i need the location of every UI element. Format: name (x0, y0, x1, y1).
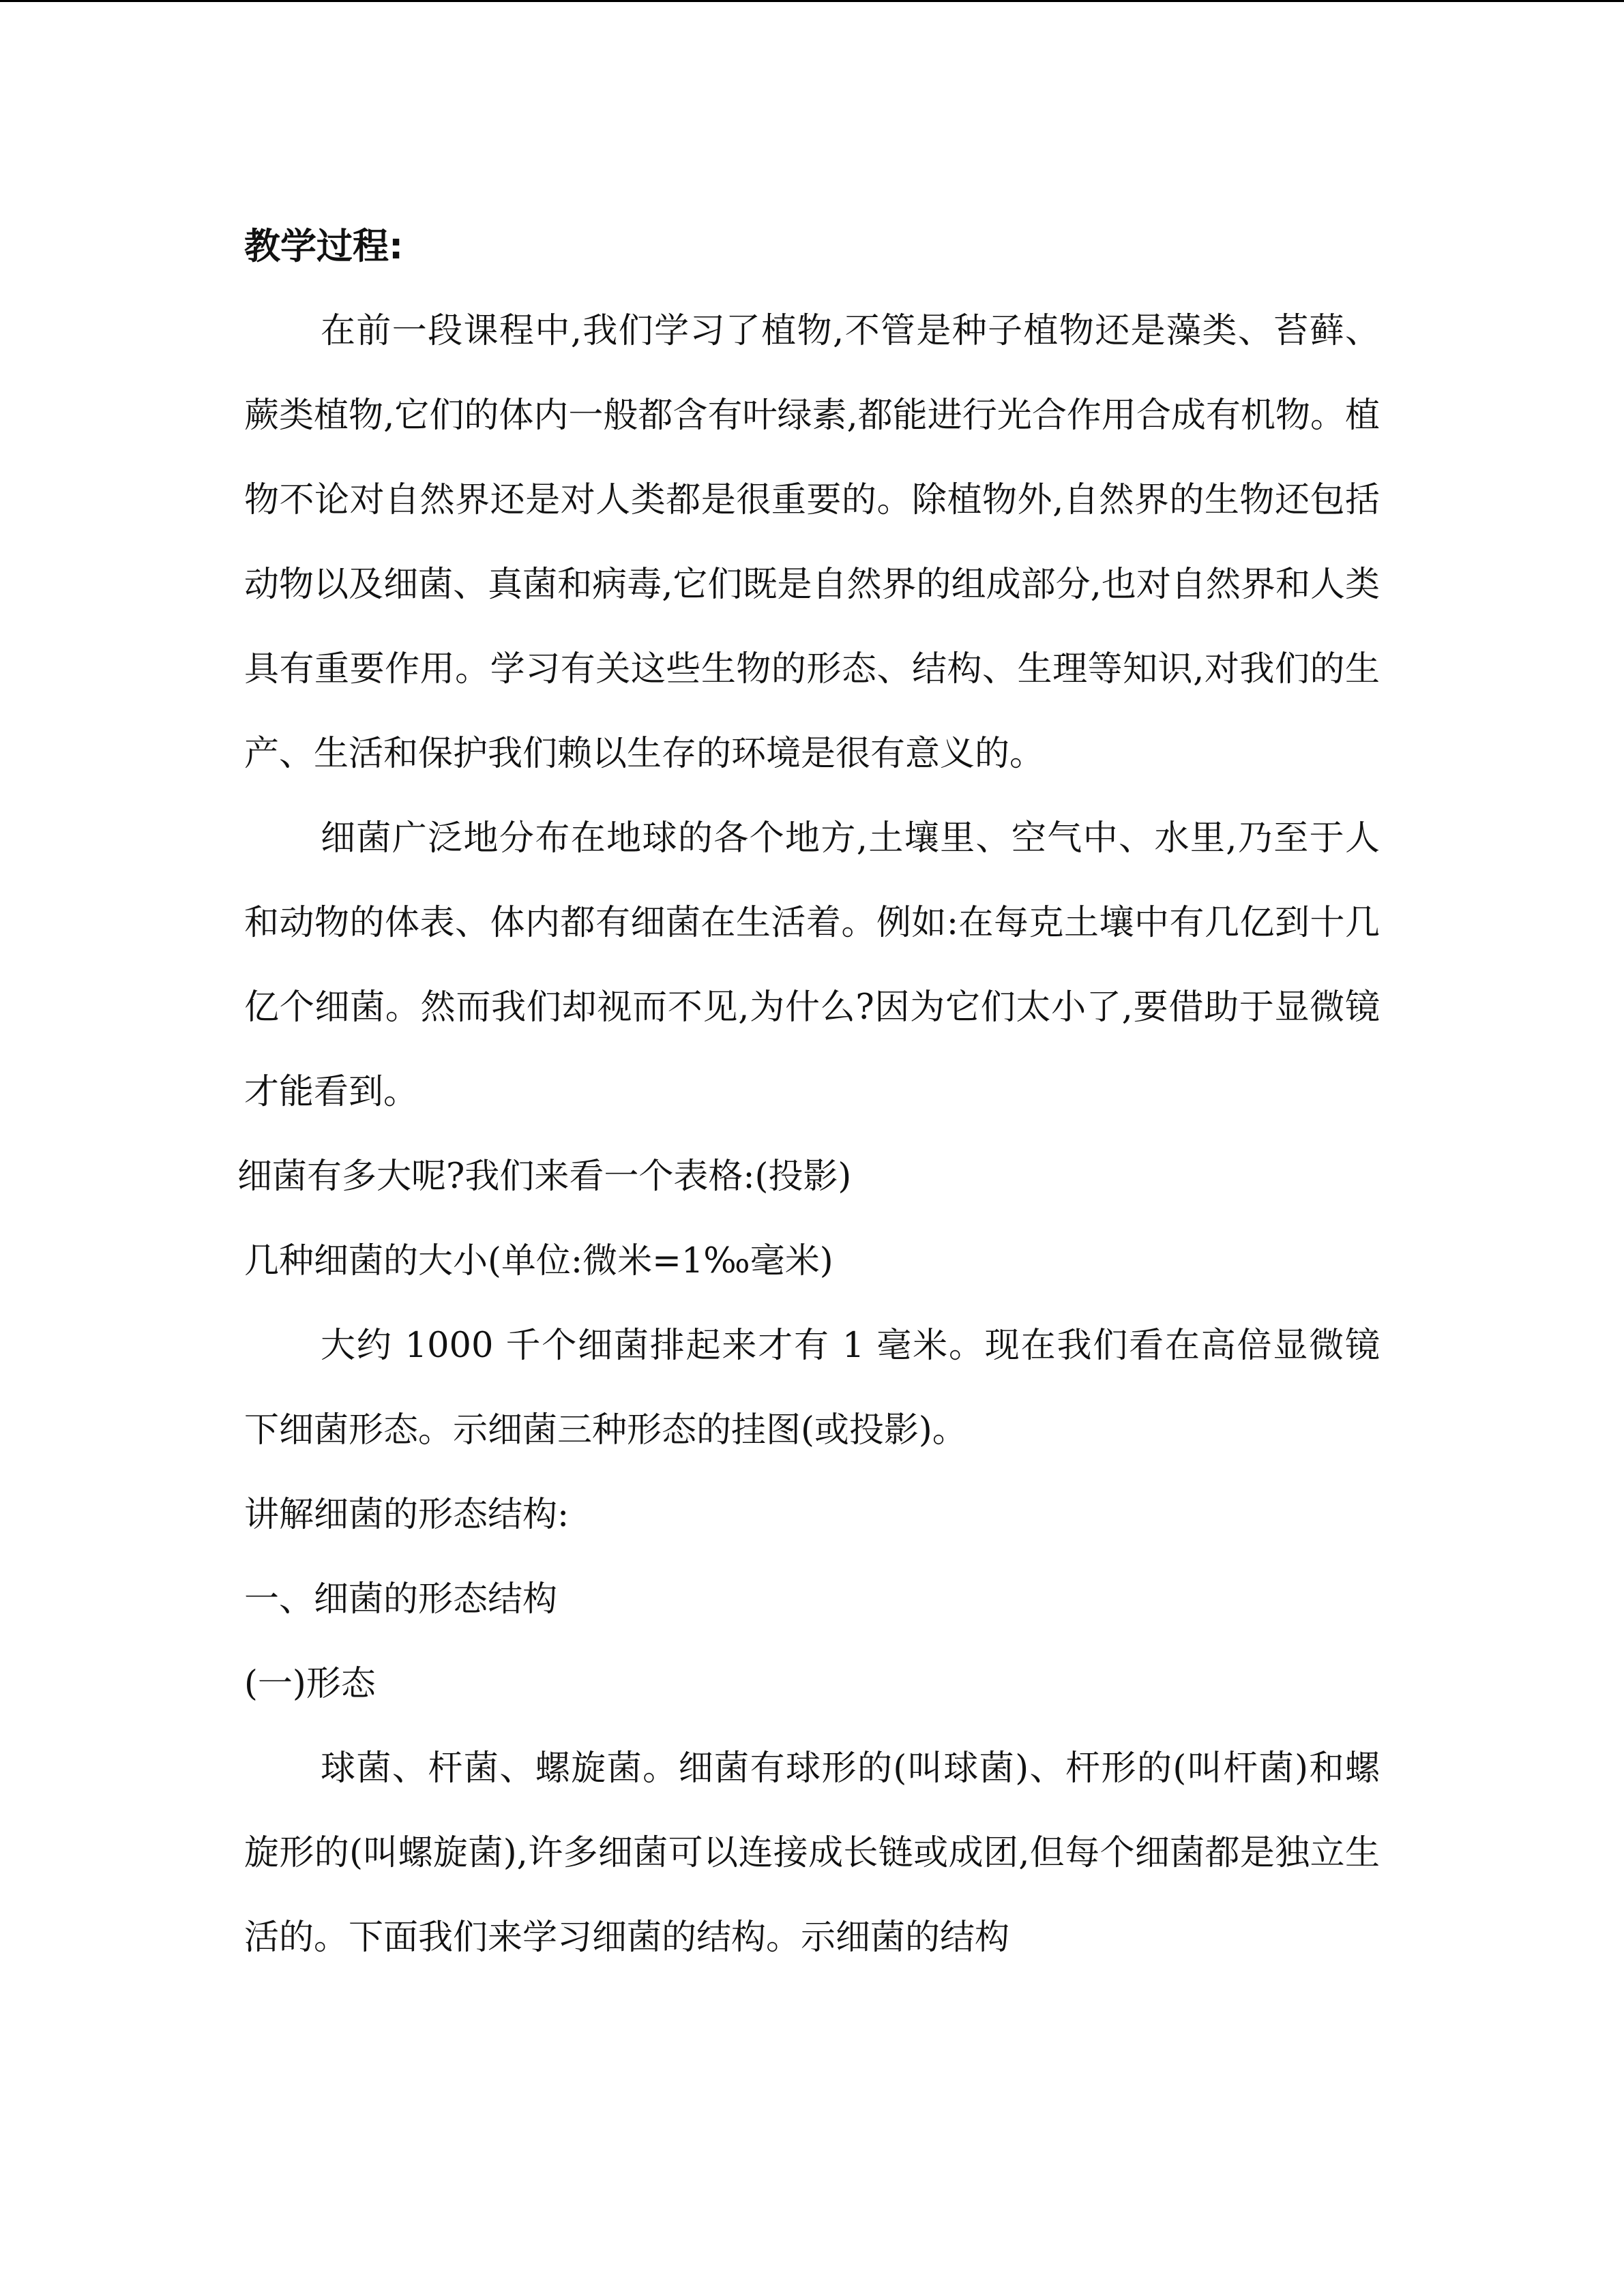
paragraph-bacteria-shapes: 球菌、杆菌、螺旋菌。细菌有球形的(叫球菌)、杆形的(叫杆菌)和螺旋形的(叫螺旋菌),许多细菌可以连接成长链或成团,但每个细菌都是独立生活的。下面我们来学习细菌的结构。示细菌的结构 (244, 1748, 1380, 1958)
paragraph-table-caption: 几种细菌的大小(单位:微米=1‰毫米) (244, 1241, 833, 1281)
subheading-morphology: (一)形态 (244, 1664, 376, 1704)
document-page (237, 205, 1380, 1980)
section-heading: 教学过程: (244, 226, 404, 267)
paragraph-bacteria-distribution: 细菌广泛地分布在地球的各个地方,土壤里、空气中、水里,乃至于人和动物的体表、体内都有细菌在生活着。例如:在每克土壤中有几亿到十几亿个细菌。然而我们却视而不见,为什么?因为它们太小了,要借助于显微镜才能看到。 (244, 818, 1380, 1112)
paragraph-bacteria-size-question: 细菌有多大呢?我们来看一个表格:(投影) (237, 1157, 852, 1197)
paragraph-bacteria-length: 大约 1000 千个细菌排起来才有 1 毫米。现在我们看在高倍显微镜下细菌形态。示细菌三种形态的挂图(或投影)。 (244, 1326, 1380, 1450)
page-top-border (0, 0, 1624, 2)
paragraph-intro-plants: 在前一段课程中,我们学习了植物,不管是种子植物还是藻类、苔藓、蕨类植物,它们的体内一般都含有叶绿素,都能进行光合作用合成有机物。植物不论对自然界还是对人类都是很重要的。除植物外,自然界的生物还包括动物以及细菌、真菌和病毒,它们既是自然界的组成部分,也对自然界和人类具有重要作用。学习有关这些生物的形态、结构、生理等知识,对我们的生产、生活和保护我们赖以生存的环境是很有意义的。 (244, 311, 1380, 774)
paragraph-explain-structure: 讲解细菌的形态结构: (244, 1495, 570, 1535)
subheading-morphology-structure: 一、细菌的形态结构 (244, 1579, 558, 1620)
